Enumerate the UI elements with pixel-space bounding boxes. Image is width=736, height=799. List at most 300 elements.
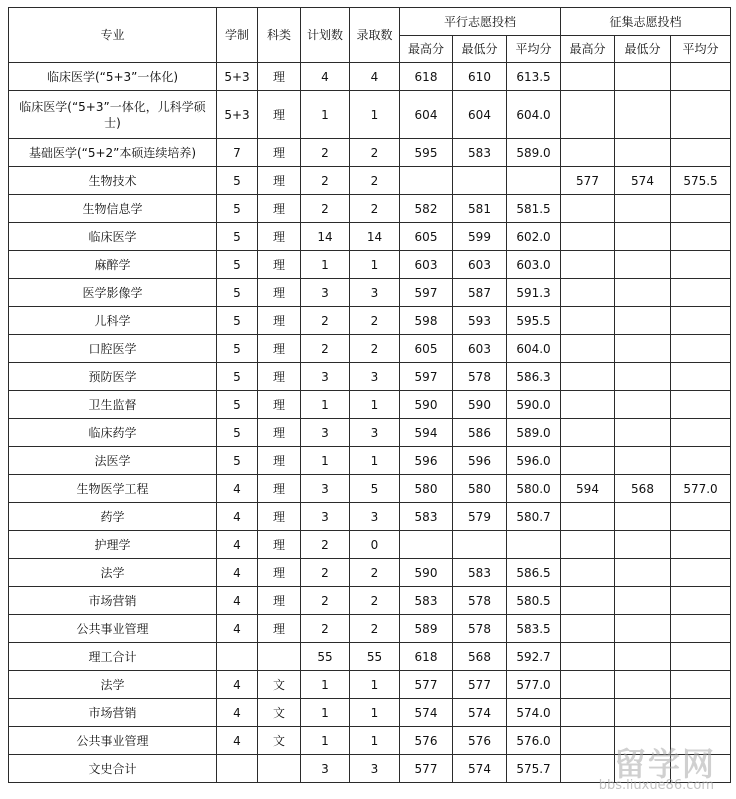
cell-parallel-max: 574	[400, 699, 453, 727]
cell-collect-avg	[671, 307, 731, 335]
cell-duration: 4	[217, 587, 258, 615]
cell-major: 临床医学	[9, 223, 217, 251]
cell-duration: 5	[217, 363, 258, 391]
cell-duration: 5	[217, 251, 258, 279]
cell-duration	[217, 643, 258, 671]
cell-parallel-max: 590	[400, 391, 453, 419]
cell-collect-avg	[671, 755, 731, 783]
cell-parallel-min: 578	[453, 363, 507, 391]
cell-major: 护理学	[9, 531, 217, 559]
cell-parallel-max: 598	[400, 307, 453, 335]
cell-track: 理	[258, 615, 301, 643]
cell-track: 理	[258, 587, 301, 615]
cell-plan: 1	[301, 447, 350, 475]
cell-collect-min	[615, 335, 671, 363]
cell-collect-max	[561, 391, 615, 419]
cell-plan: 3	[301, 475, 350, 503]
cell-duration: 5+3	[217, 91, 258, 139]
cell-collect-max: 577	[561, 167, 615, 195]
cell-collect-min	[615, 531, 671, 559]
header-row-top	[9, 8, 731, 36]
cell-major: 临床药学	[9, 419, 217, 447]
cell-parallel-avg: 591.3	[507, 279, 561, 307]
cell-parallel-max: 577	[400, 755, 453, 783]
table-row	[9, 279, 731, 307]
cell-plan: 1	[301, 727, 350, 755]
cell-parallel-avg: 604.0	[507, 335, 561, 363]
table-row	[9, 251, 731, 279]
cell-parallel-max: 605	[400, 223, 453, 251]
cell-track: 理	[258, 307, 301, 335]
watermark-url: bbs.liuxue86.com	[598, 778, 714, 793]
cell-duration: 5	[217, 195, 258, 223]
header-collect-max: 最高分	[561, 36, 615, 63]
cell-major: 法学	[9, 671, 217, 699]
cell-parallel-max	[400, 531, 453, 559]
header-parallel-group: 平行志愿投档	[400, 8, 561, 36]
cell-collect-avg	[671, 559, 731, 587]
cell-parallel-avg: 603.0	[507, 251, 561, 279]
cell-collect-max	[561, 447, 615, 475]
cell-admitted: 2	[350, 167, 400, 195]
header-collect-avg: 平均分	[671, 36, 731, 63]
cell-major: 儿科学	[9, 307, 217, 335]
header-parallel-avg: 平均分	[507, 36, 561, 63]
cell-plan: 14	[301, 223, 350, 251]
cell-parallel-max: 594	[400, 419, 453, 447]
cell-track	[258, 755, 301, 783]
cell-admitted: 3	[350, 419, 400, 447]
cell-track: 理	[258, 167, 301, 195]
cell-plan: 2	[301, 139, 350, 167]
cell-collect-max	[561, 195, 615, 223]
cell-parallel-min: 586	[453, 419, 507, 447]
cell-track: 文	[258, 727, 301, 755]
cell-track: 理	[258, 279, 301, 307]
cell-plan: 1	[301, 251, 350, 279]
cell-track	[258, 643, 301, 671]
table-row	[9, 503, 731, 531]
cell-collect-avg	[671, 419, 731, 447]
cell-duration: 5	[217, 391, 258, 419]
cell-collect-min	[615, 223, 671, 251]
cell-track: 理	[258, 391, 301, 419]
header-parallel-min: 最低分	[453, 36, 507, 63]
cell-parallel-max: 604	[400, 91, 453, 139]
cell-major: 口腔医学	[9, 335, 217, 363]
cell-major: 卫生监督	[9, 391, 217, 419]
cell-admitted: 1	[350, 447, 400, 475]
cell-track: 理	[258, 475, 301, 503]
cell-collect-min	[615, 419, 671, 447]
cell-major: 法学	[9, 559, 217, 587]
cell-track: 理	[258, 419, 301, 447]
header-plan: 计划数	[301, 8, 350, 63]
cell-collect-min	[615, 559, 671, 587]
cell-collect-avg	[671, 223, 731, 251]
cell-parallel-min: 587	[453, 279, 507, 307]
cell-collect-max	[561, 671, 615, 699]
cell-parallel-avg: 574.0	[507, 699, 561, 727]
cell-parallel-avg: 589.0	[507, 139, 561, 167]
cell-admitted: 1	[350, 699, 400, 727]
cell-track: 文	[258, 671, 301, 699]
cell-collect-min	[615, 91, 671, 139]
cell-plan: 1	[301, 671, 350, 699]
cell-collect-avg	[671, 195, 731, 223]
cell-collect-max	[561, 419, 615, 447]
cell-admitted: 1	[350, 91, 400, 139]
cell-parallel-avg: 613.5	[507, 63, 561, 91]
cell-parallel-avg: 583.5	[507, 615, 561, 643]
table-row	[9, 671, 731, 699]
cell-collect-min	[615, 363, 671, 391]
cell-parallel-min: 590	[453, 391, 507, 419]
cell-parallel-max: 583	[400, 503, 453, 531]
cell-plan: 2	[301, 195, 350, 223]
table-row	[9, 167, 731, 195]
cell-parallel-max: 590	[400, 559, 453, 587]
cell-major: 公共事业管理	[9, 615, 217, 643]
cell-admitted: 3	[350, 363, 400, 391]
cell-major: 生物信息学	[9, 195, 217, 223]
cell-track: 理	[258, 447, 301, 475]
cell-parallel-min: 576	[453, 727, 507, 755]
cell-collect-max	[561, 615, 615, 643]
cell-plan: 1	[301, 91, 350, 139]
cell-collect-min: 568	[615, 475, 671, 503]
cell-major: 麻醉学	[9, 251, 217, 279]
table-row	[9, 531, 731, 559]
cell-collect-min	[615, 671, 671, 699]
cell-admitted: 4	[350, 63, 400, 91]
cell-major: 公共事业管理	[9, 727, 217, 755]
cell-collect-max	[561, 531, 615, 559]
header-collect-group: 征集志愿投档	[561, 8, 731, 36]
cell-collect-min	[615, 63, 671, 91]
table-row	[9, 139, 731, 167]
table-row	[9, 363, 731, 391]
cell-parallel-max: 618	[400, 63, 453, 91]
cell-collect-max	[561, 363, 615, 391]
cell-parallel-min: 596	[453, 447, 507, 475]
table-row	[9, 335, 731, 363]
cell-admitted: 2	[350, 559, 400, 587]
cell-plan: 55	[301, 643, 350, 671]
cell-collect-max	[561, 63, 615, 91]
cell-collect-min	[615, 727, 671, 755]
cell-admitted: 0	[350, 531, 400, 559]
cell-plan: 2	[301, 167, 350, 195]
cell-duration: 4	[217, 699, 258, 727]
cell-plan: 3	[301, 419, 350, 447]
cell-major: 基础医学(“5+2”本硕连续培养)	[9, 139, 217, 167]
cell-parallel-max	[400, 167, 453, 195]
cell-duration: 4	[217, 671, 258, 699]
cell-parallel-avg: 590.0	[507, 391, 561, 419]
cell-admitted: 55	[350, 643, 400, 671]
cell-parallel-avg: 592.7	[507, 643, 561, 671]
cell-collect-min	[615, 251, 671, 279]
cell-track: 文	[258, 699, 301, 727]
cell-admitted: 2	[350, 139, 400, 167]
cell-major: 市场营销	[9, 587, 217, 615]
cell-duration: 4	[217, 727, 258, 755]
cell-admitted: 2	[350, 335, 400, 363]
cell-parallel-avg	[507, 167, 561, 195]
cell-duration: 4	[217, 531, 258, 559]
cell-plan: 1	[301, 391, 350, 419]
cell-track: 理	[258, 531, 301, 559]
cell-collect-avg	[671, 363, 731, 391]
table-row	[9, 615, 731, 643]
cell-duration: 5+3	[217, 63, 258, 91]
cell-collect-min	[615, 195, 671, 223]
cell-duration: 5	[217, 279, 258, 307]
table-row	[9, 559, 731, 587]
cell-track: 理	[258, 363, 301, 391]
cell-admitted: 14	[350, 223, 400, 251]
cell-collect-max	[561, 335, 615, 363]
cell-parallel-min: 580	[453, 475, 507, 503]
cell-collect-max	[561, 755, 615, 783]
cell-collect-max	[561, 559, 615, 587]
cell-collect-min	[615, 503, 671, 531]
cell-parallel-min: 574	[453, 755, 507, 783]
cell-parallel-avg: 604.0	[507, 91, 561, 139]
cell-collect-min	[615, 307, 671, 335]
cell-duration: 4	[217, 475, 258, 503]
cell-parallel-max: 577	[400, 671, 453, 699]
cell-collect-avg	[671, 615, 731, 643]
cell-plan: 2	[301, 531, 350, 559]
cell-admitted: 1	[350, 671, 400, 699]
cell-parallel-max: 595	[400, 139, 453, 167]
cell-collect-avg	[671, 643, 731, 671]
cell-parallel-min: 603	[453, 251, 507, 279]
table-row	[9, 727, 731, 755]
header-admitted: 录取数	[350, 8, 400, 63]
cell-parallel-avg: 602.0	[507, 223, 561, 251]
cell-collect-avg	[671, 63, 731, 91]
cell-collect-max	[561, 307, 615, 335]
cell-major: 预防医学	[9, 363, 217, 391]
table-row	[9, 475, 731, 503]
header-track: 科类	[258, 8, 301, 63]
cell-track: 理	[258, 559, 301, 587]
cell-parallel-min	[453, 531, 507, 559]
cell-admitted: 3	[350, 503, 400, 531]
cell-collect-avg: 575.5	[671, 167, 731, 195]
cell-collect-avg	[671, 587, 731, 615]
cell-major: 文史合计	[9, 755, 217, 783]
cell-collect-max	[561, 251, 615, 279]
cell-parallel-max: 618	[400, 643, 453, 671]
table-body	[9, 63, 731, 783]
cell-collect-min	[615, 447, 671, 475]
cell-plan: 2	[301, 615, 350, 643]
cell-parallel-avg: 586.5	[507, 559, 561, 587]
cell-parallel-max: 589	[400, 615, 453, 643]
cell-collect-min	[615, 139, 671, 167]
cell-admitted: 2	[350, 615, 400, 643]
cell-parallel-max: 582	[400, 195, 453, 223]
cell-admitted: 5	[350, 475, 400, 503]
cell-collect-avg	[671, 699, 731, 727]
cell-major: 药学	[9, 503, 217, 531]
cell-parallel-min: 604	[453, 91, 507, 139]
cell-collect-avg	[671, 335, 731, 363]
table-row	[9, 447, 731, 475]
cell-track: 理	[258, 335, 301, 363]
cell-parallel-avg: 576.0	[507, 727, 561, 755]
cell-major: 市场营销	[9, 699, 217, 727]
cell-parallel-min: 577	[453, 671, 507, 699]
cell-admitted: 2	[350, 307, 400, 335]
cell-duration: 4	[217, 559, 258, 587]
cell-collect-avg	[671, 671, 731, 699]
cell-duration: 5	[217, 447, 258, 475]
cell-track: 理	[258, 195, 301, 223]
cell-parallel-min: 593	[453, 307, 507, 335]
cell-parallel-min: 574	[453, 699, 507, 727]
cell-parallel-min: 583	[453, 559, 507, 587]
cell-duration: 5	[217, 419, 258, 447]
cell-parallel-max: 597	[400, 279, 453, 307]
cell-collect-min: 574	[615, 167, 671, 195]
cell-parallel-avg: 580.0	[507, 475, 561, 503]
cell-major: 医学影像学	[9, 279, 217, 307]
cell-admitted: 2	[350, 195, 400, 223]
cell-duration	[217, 755, 258, 783]
cell-major: 法医学	[9, 447, 217, 475]
cell-collect-min	[615, 587, 671, 615]
cell-duration: 5	[217, 223, 258, 251]
table-row	[9, 195, 731, 223]
table-row	[9, 391, 731, 419]
cell-parallel-min: 599	[453, 223, 507, 251]
cell-parallel-min: 583	[453, 139, 507, 167]
cell-parallel-min: 603	[453, 335, 507, 363]
cell-admitted: 3	[350, 279, 400, 307]
cell-parallel-min	[453, 167, 507, 195]
cell-plan: 2	[301, 559, 350, 587]
cell-collect-avg	[671, 279, 731, 307]
cell-collect-min	[615, 755, 671, 783]
cell-duration: 4	[217, 615, 258, 643]
cell-collect-max	[561, 587, 615, 615]
cell-collect-max	[561, 91, 615, 139]
cell-parallel-avg	[507, 531, 561, 559]
table-row	[9, 699, 731, 727]
cell-collect-min	[615, 615, 671, 643]
table-row	[9, 63, 731, 91]
admission-scores-table	[8, 7, 731, 783]
cell-plan: 3	[301, 279, 350, 307]
cell-parallel-max: 580	[400, 475, 453, 503]
cell-plan: 4	[301, 63, 350, 91]
cell-parallel-max: 603	[400, 251, 453, 279]
cell-plan: 2	[301, 587, 350, 615]
cell-plan: 1	[301, 699, 350, 727]
cell-track: 理	[258, 63, 301, 91]
cell-parallel-avg: 586.3	[507, 363, 561, 391]
cell-parallel-avg: 580.7	[507, 503, 561, 531]
cell-parallel-avg: 596.0	[507, 447, 561, 475]
cell-major: 生物医学工程	[9, 475, 217, 503]
cell-parallel-max: 583	[400, 587, 453, 615]
cell-plan: 2	[301, 307, 350, 335]
cell-duration: 5	[217, 307, 258, 335]
cell-collect-max	[561, 223, 615, 251]
cell-collect-avg	[671, 91, 731, 139]
cell-collect-max: 594	[561, 475, 615, 503]
cell-parallel-avg: 575.7	[507, 755, 561, 783]
cell-collect-min	[615, 643, 671, 671]
cell-parallel-max: 596	[400, 447, 453, 475]
header-collect-min: 最低分	[615, 36, 671, 63]
watermark-logo-text: 留学网	[613, 745, 716, 783]
cell-collect-avg	[671, 503, 731, 531]
cell-duration: 5	[217, 335, 258, 363]
cell-major: 临床医学(“5+3”一体化，儿科学硕士)	[9, 91, 217, 139]
table-row	[9, 223, 731, 251]
cell-major: 生物技术	[9, 167, 217, 195]
cell-collect-max	[561, 279, 615, 307]
cell-plan: 3	[301, 755, 350, 783]
cell-parallel-min: 578	[453, 615, 507, 643]
cell-collect-min	[615, 391, 671, 419]
cell-parallel-min: 581	[453, 195, 507, 223]
table-row	[9, 91, 731, 139]
table-row	[9, 419, 731, 447]
cell-parallel-max: 597	[400, 363, 453, 391]
cell-parallel-min: 578	[453, 587, 507, 615]
cell-parallel-max: 605	[400, 335, 453, 363]
table-row	[9, 755, 731, 783]
cell-admitted: 2	[350, 587, 400, 615]
cell-parallel-avg: 577.0	[507, 671, 561, 699]
cell-collect-avg	[671, 447, 731, 475]
cell-duration: 5	[217, 167, 258, 195]
cell-collect-avg	[671, 531, 731, 559]
cell-collect-max	[561, 699, 615, 727]
cell-parallel-max: 576	[400, 727, 453, 755]
cell-collect-max	[561, 503, 615, 531]
cell-major: 临床医学(“5+3”一体化)	[9, 63, 217, 91]
cell-track: 理	[258, 251, 301, 279]
cell-parallel-min: 568	[453, 643, 507, 671]
cell-collect-avg	[671, 727, 731, 755]
table-row	[9, 643, 731, 671]
cell-admitted: 1	[350, 391, 400, 419]
cell-collect-max	[561, 727, 615, 755]
header-major: 专业	[9, 8, 217, 63]
cell-track: 理	[258, 503, 301, 531]
cell-collect-avg	[671, 139, 731, 167]
cell-parallel-min: 579	[453, 503, 507, 531]
cell-parallel-min: 610	[453, 63, 507, 91]
cell-admitted: 1	[350, 727, 400, 755]
cell-duration: 7	[217, 139, 258, 167]
cell-track: 理	[258, 91, 301, 139]
cell-parallel-avg: 595.5	[507, 307, 561, 335]
header-duration: 学制	[217, 8, 258, 63]
table-row	[9, 587, 731, 615]
cell-track: 理	[258, 223, 301, 251]
cell-plan: 3	[301, 363, 350, 391]
table-row	[9, 307, 731, 335]
